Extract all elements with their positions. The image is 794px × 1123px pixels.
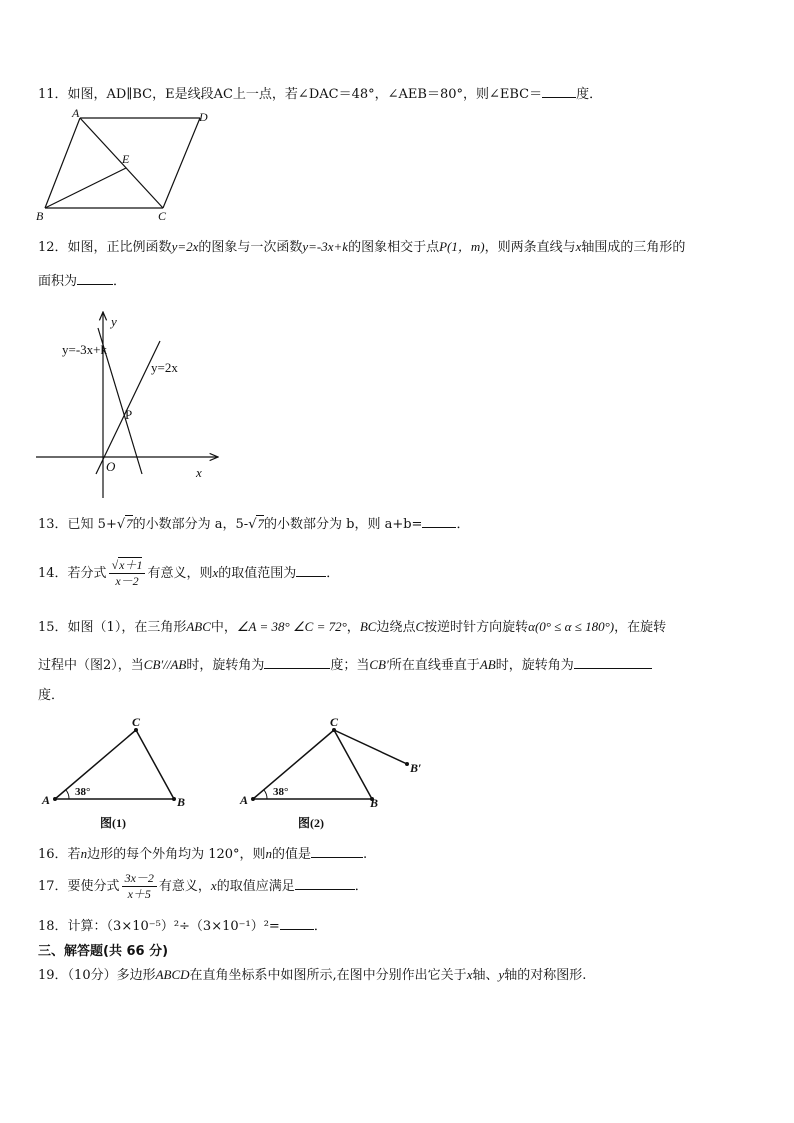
q17-end: ．: [354, 879, 368, 894]
q12-function-1: y=2x: [171, 239, 199, 254]
q13-answer-blank[interactable]: [422, 513, 456, 528]
q17-number: 17．: [38, 879, 68, 894]
question-12: [38, 238, 685, 257]
fig1-caption: 图(1): [100, 816, 126, 830]
q14-text-2: 有意义，则: [147, 566, 213, 581]
q18-answer-blank[interactable]: [280, 915, 314, 930]
label-e: E: [122, 152, 130, 166]
q11-figure: [36, 108, 226, 223]
fig1-label-c: C: [132, 715, 141, 729]
q19-text-3: 轴、: [472, 968, 499, 983]
q16-answer-blank[interactable]: [311, 843, 363, 858]
fig2-label-c: C: [330, 715, 339, 729]
q14-numerator-text: x＋1: [119, 558, 143, 572]
q12-text-3: 的图象相交于点: [348, 240, 440, 255]
fig2-segment-cb: [334, 730, 372, 799]
q17-denominator: x＋5: [127, 887, 151, 901]
q19-text-2: 在直角坐标系中如图所示,在图中分别作出它关于: [189, 968, 467, 983]
q16-text-2: 边形的每个外角均为 120°，则: [87, 847, 266, 862]
fig1-angle-label: 38°: [75, 786, 91, 798]
q15-text-1b: 中，: [210, 620, 237, 635]
graph-origin-label: O: [106, 459, 116, 474]
q14-numerator: √x＋1: [109, 558, 146, 574]
graph-line1-label: y=-3x+k: [62, 342, 107, 357]
q15-ab: AB: [479, 657, 496, 672]
q15-text-2e: 时，旋转角为: [495, 658, 574, 673]
q16-n-1: n: [80, 846, 88, 861]
fig1-label-b: B: [177, 795, 186, 809]
question-19: [38, 966, 586, 985]
fig1-segment-cb: [136, 730, 174, 799]
q13-text-1: 已知 5+: [67, 517, 117, 532]
q12-text-4: ，则两条直线与: [484, 240, 576, 255]
q19-number: 19．: [38, 968, 68, 983]
q15-figure-1: [38, 714, 208, 834]
q11-text: 如图，AD∥BC，E是线段AC上一点，若∠DAC＝48°，∠AEB＝80°，则∠EBC＝: [67, 87, 543, 102]
section-3-heading: 三、解答题(共 66 分): [38, 944, 169, 959]
q15-answer-blank-1[interactable]: [264, 654, 330, 669]
label-a: A: [72, 106, 80, 120]
q14-answer-blank[interactable]: [296, 562, 326, 577]
graph-x-label: x: [196, 465, 202, 480]
q12-end: ．: [113, 274, 127, 289]
q13-end: ．: [456, 517, 470, 532]
q15-angles: ∠A = 38° ∠C = 72°: [236, 619, 347, 634]
q12-number: 12．: [38, 240, 68, 255]
fig2-angle-arc: [264, 790, 267, 799]
question-16: [38, 843, 367, 864]
q19-x: x: [466, 967, 473, 982]
question-17: [38, 869, 368, 904]
fig2-segment-cbprime: [334, 730, 407, 764]
q15-c: C: [415, 619, 425, 634]
q15-text-3: 度．: [38, 688, 65, 703]
q15-text-1f: ，在旋转: [614, 620, 667, 635]
q16-text-3: 的值是: [272, 847, 312, 862]
q16-n-2: n: [265, 846, 273, 861]
label-d: D: [199, 110, 208, 124]
q17-fraction: [122, 871, 157, 902]
q19-abcd: ABCD: [155, 967, 190, 982]
q19-y: y: [498, 967, 505, 982]
q15-answer-blank-2[interactable]: [574, 654, 652, 669]
q12-text-5: 轴围成的三角形的: [581, 240, 686, 255]
fig2-angle-label: 38°: [273, 786, 289, 798]
graph-line2-label: y=2x: [151, 360, 178, 375]
q15-text-1d: 边绕点: [376, 620, 416, 635]
label-c: C: [158, 209, 167, 223]
fig2-label-a: A: [240, 793, 249, 807]
q15-alpha: α(0° ≤ α ≤ 180°): [528, 619, 615, 634]
q14-text-3: 的取值范围为: [218, 566, 297, 581]
q15-cb: CB′: [369, 657, 389, 672]
q17-text-2: 有意义，: [158, 879, 211, 894]
fig1-angle-arc: [66, 790, 69, 799]
q17-numerator: 3x－2: [122, 871, 157, 887]
q16-text-1: 若: [67, 847, 81, 862]
q12-text-2: 的图象与一次函数: [198, 240, 303, 255]
q13-radicand-1: 7: [126, 516, 133, 531]
q17-text-3: 的取值应满足: [216, 879, 295, 894]
q15-text-2d: 所在直线垂直于: [388, 658, 480, 673]
q16-end: .: [363, 847, 368, 862]
q15-text-2a: 过程中（图2），当: [38, 658, 144, 673]
q17-answer-blank[interactable]: [295, 875, 355, 890]
q15-text-2c: 度；当: [330, 658, 370, 673]
question-12-line-2: [38, 270, 126, 291]
q13-sqrt-1: √7: [116, 516, 133, 532]
q12-function-2: y=-3x+k: [302, 239, 349, 254]
q18-end: ．: [313, 919, 327, 934]
q15-parallel: CB′//AB: [143, 657, 187, 672]
label-b: B: [36, 209, 44, 223]
question-15: [38, 618, 666, 637]
fig2-caption: 图(2): [298, 816, 324, 830]
question-14: [38, 556, 339, 591]
q17-x: x: [210, 878, 217, 893]
q17-text-1: 要使分式: [67, 879, 120, 894]
q13-number: 13．: [38, 517, 68, 532]
graph-y-label: y: [111, 314, 117, 329]
q12-graph: [36, 306, 226, 502]
q11-unit: 度．: [576, 87, 603, 102]
question-15-line-3: [38, 687, 64, 705]
q14-denominator: x－2: [115, 574, 139, 588]
fig2-segment-ac: [253, 730, 334, 799]
q12-point: P(1，m): [439, 239, 485, 254]
q14-text-1: 若分式: [67, 566, 107, 581]
q13-text-2: 的小数部分为 a，5-: [132, 517, 249, 532]
segment-dc: [163, 118, 200, 208]
q19-text-1: （10分）多边形: [67, 968, 156, 983]
q11-answer-blank[interactable]: [542, 83, 576, 98]
question-11: [38, 83, 602, 104]
q18-number: 18．: [38, 919, 68, 934]
q15-text-1a: 如图（1），在三角形: [67, 620, 187, 635]
q14-end: ．: [326, 566, 340, 581]
q15-figure-2: [236, 714, 436, 834]
q15-number: 15．: [38, 620, 68, 635]
question-15-line-2: [38, 654, 652, 675]
fig1-label-a: A: [42, 793, 51, 807]
segment-ab: [45, 118, 80, 208]
q15-text-1e: 按逆时针方向旋转: [424, 620, 529, 635]
q14-fraction: [109, 558, 146, 589]
q12-answer-blank[interactable]: [77, 270, 113, 285]
question-13: [38, 513, 469, 534]
question-18: [38, 915, 327, 936]
q15-text-2b: 时，旋转角为: [186, 658, 265, 673]
q16-number: 16．: [38, 847, 68, 862]
q15-abc: ABC: [186, 619, 211, 634]
q18-text: 计算：（3×10⁻⁵）²÷（3×10⁻¹）²=: [67, 919, 280, 934]
q15-bc: BC: [359, 619, 377, 634]
segment-be: [45, 168, 126, 208]
q13-text-3: 的小数部分为 b，则 a+b=: [263, 517, 423, 532]
fig2-label-b: B: [370, 796, 379, 810]
q14-x: x: [212, 565, 219, 580]
q12-x: x: [575, 239, 582, 254]
q19-text-4: 轴的对称图形.: [504, 968, 587, 983]
q14-number: 14．: [38, 566, 68, 581]
fig2-label-bprime: B′: [410, 761, 422, 775]
q12-text-1: 如图，正比例函数: [67, 240, 172, 255]
q11-number: 11．: [38, 87, 68, 102]
q12-area-text: 面积为: [38, 274, 78, 289]
q15-text-1c: ，: [346, 620, 360, 635]
q13-sqrt-2: √7: [248, 516, 264, 532]
fig1-segment-ac: [55, 730, 136, 799]
graph-p-label: P: [125, 407, 133, 422]
q13-radicand-2: 7: [257, 516, 264, 531]
